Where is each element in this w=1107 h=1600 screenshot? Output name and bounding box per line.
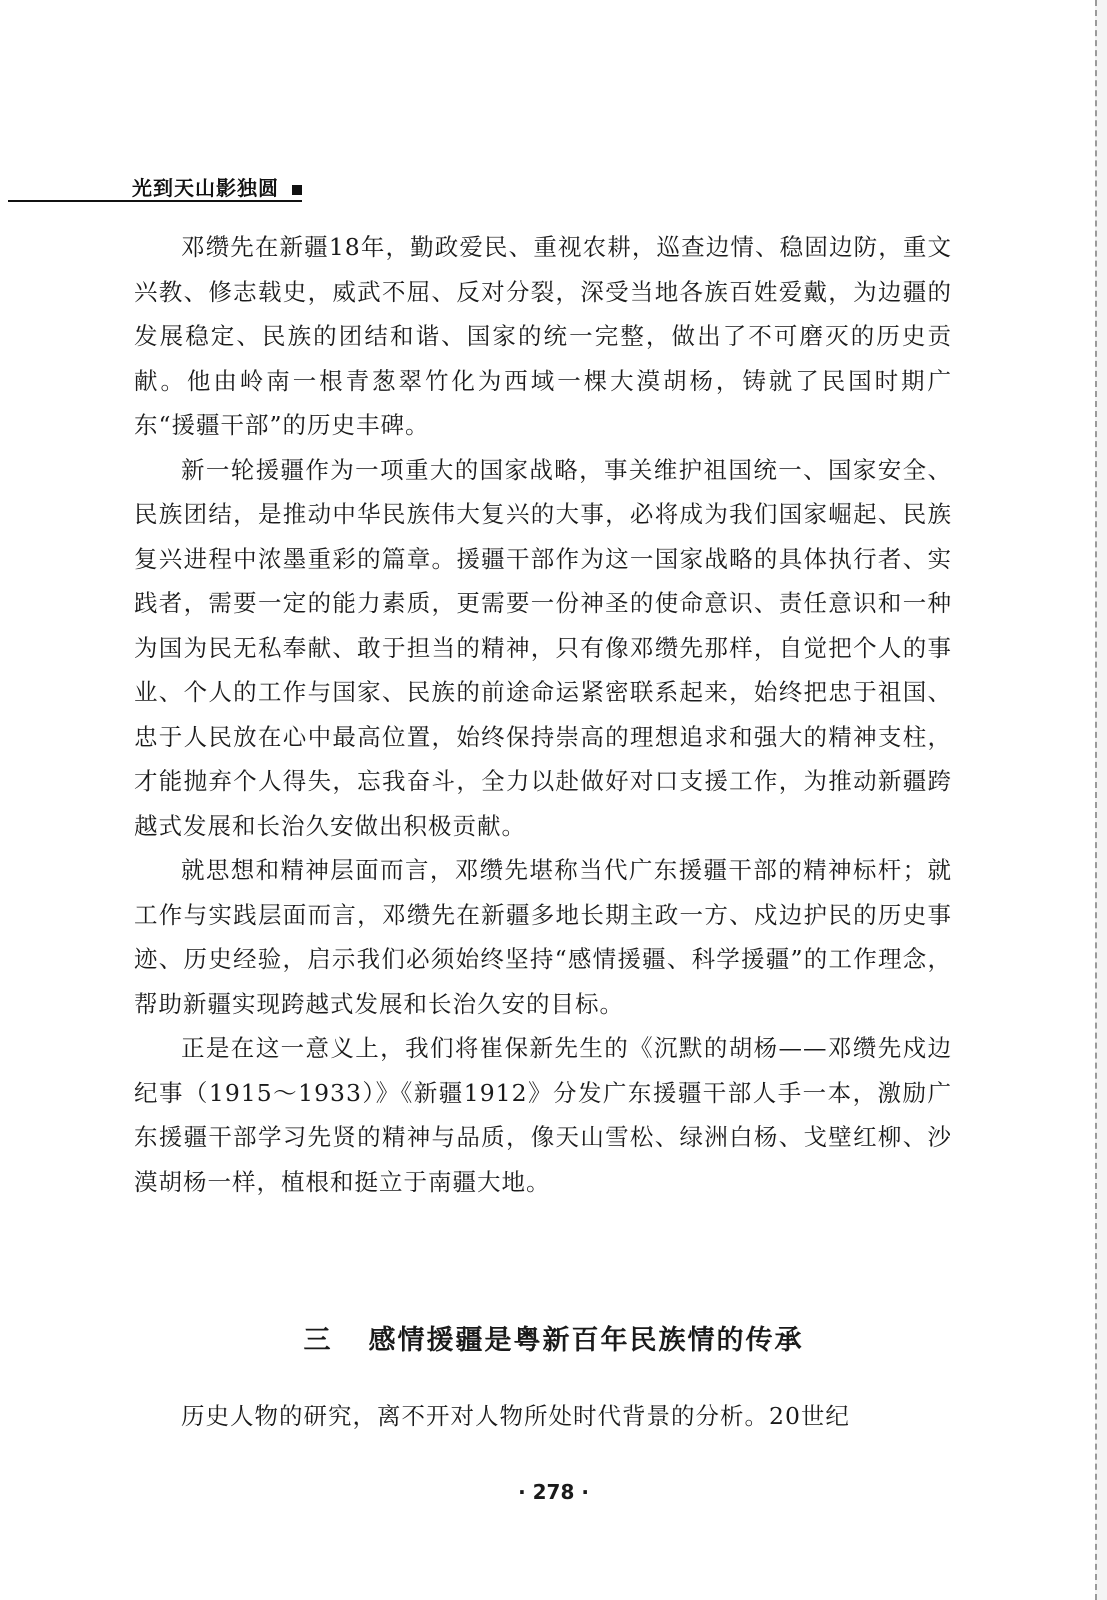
header-rule xyxy=(8,200,302,202)
section-title: 感情援疆是粤新百年民族情的传承 xyxy=(368,1325,804,1356)
running-header xyxy=(0,172,305,202)
paragraph-2: 新一轮援疆作为一项重大的国家战略，事关维护祖国统一、国家安全、民族团结，是推动中华民族伟大复兴的大事，必将成为我们国家崛起、民族复兴进程中浓墨重彩的篇章。援疆干部作为这一国家战略的具体执行者、实践者，需要一定的能力素质，更需要一份神圣的使命意识、责任意识和一种为国为民无私奉献、敢于担当的精神，只有像邓缵先那样，自觉把个人的事业、个人的工作与国家、民族的前途命运紧密联系起来，始终把忠于祖国、忠于人民放在心中最高位置，始终保持崇高的理想追求和强大的精神支柱，才能抛弃个人得失，忘我奋斗，全力以赴做好对口支援工作，为推动新疆跨越式发展和长治久安做出积极贡献。 xyxy=(134,455,952,840)
paragraph-1: 邓缵先在新疆18年，勤政爱民、重视农耕，巡查边情、稳固边防，重文兴教、修志载史，威武不屈、反对分裂，深受当地各族百姓爱戴，为边疆的发展稳定、民族的团结和谐、国家的统一完整，做出了不可磨灭的历史贡献。他由岭南一根青葱翠竹化为西域一棵大漠胡杨，铸就了民国时期广东“援疆干部”的历史丰碑。 xyxy=(134,233,952,439)
scanned-page-edge xyxy=(1095,0,1107,1600)
running-header-title: 光到天山影独圆 xyxy=(132,176,279,200)
body-text xyxy=(134,225,952,1204)
paragraph-5: 历史人物的研究，离不开对人物所处时代背景的分析。20世纪 xyxy=(181,1402,850,1430)
page-number: · 278 · xyxy=(518,1480,589,1504)
section-heading xyxy=(0,1318,1107,1357)
header-square-mark xyxy=(292,185,302,195)
paragraph-3: 就思想和精神层面而言，邓缵先堪称当代广东援疆干部的精神标杆；就工作与实践层面而言，邓缵先在新疆多地长期主政一方、戍边护民的历史事迹、历史经验，启示我们必须始终坚持“感情援疆、科学援疆”的工作理念，帮助新疆实现跨越式发展和长治久安的目标。 xyxy=(134,856,952,1018)
section-number: 三 xyxy=(303,1325,333,1356)
paragraph-4: 正是在这一意义上，我们将崔保新先生的《沉默的胡杨——邓缵先戍边纪事（1915～1933）》《新疆1912》分发广东援疆干部人手一本，激励广东援疆干部学习先贤的精神与品质，像天山雪松、绿洲白杨、戈壁红柳、沙漠胡杨一样，植根和挺立于南疆大地。 xyxy=(134,1034,952,1196)
